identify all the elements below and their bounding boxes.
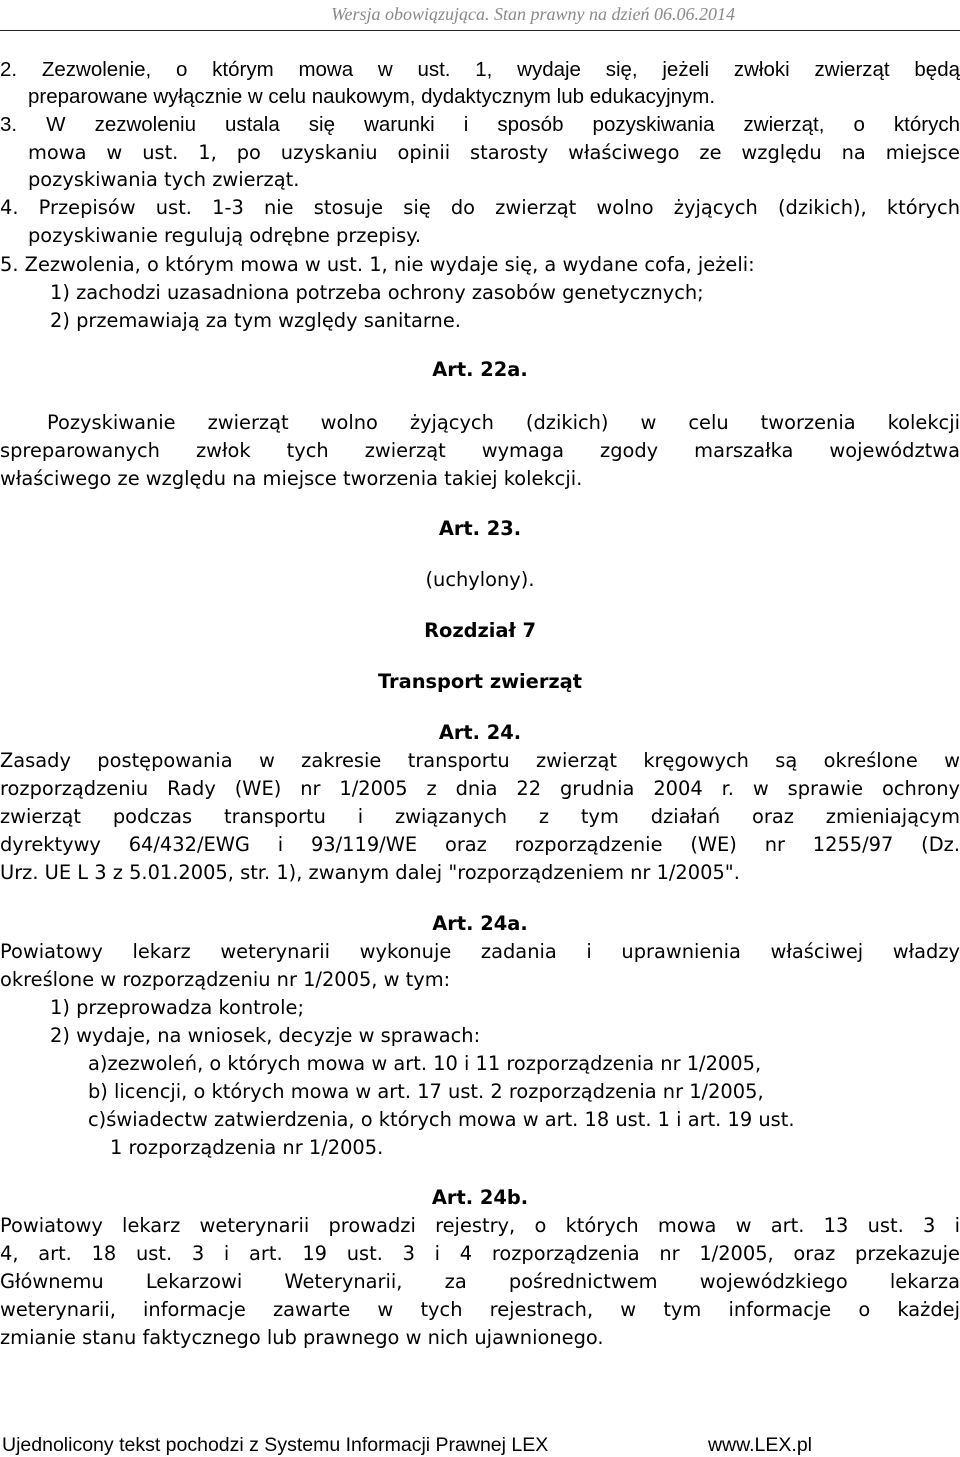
paragraph-line: pozyskiwania tych zwierząt. xyxy=(28,168,300,191)
paragraph-line: zwierząt podczas transportu i związanych z tym działań oraz zmieniającym xyxy=(0,805,960,828)
paragraph-line: 5. Zezwolenia, o którym mowa w ust. 1, nie wydaje się, a wydane cofa, jeżeli: xyxy=(0,253,755,276)
article-heading: Art. 23. xyxy=(438,517,522,540)
paragraph-line: Głównemu Lekarzowi Weterynarii, za pośrednictwem wojewódzkiego lekarza xyxy=(0,1270,960,1293)
paragraph-line: właściwego ze względu na miejsce tworzenia takiej kolekcji. xyxy=(0,467,583,490)
list-item: 1) zachodzi uzasadniona potrzeba ochrony zasobów genetycznych; xyxy=(50,281,704,304)
paragraph-line: 4. Przepisów ust. 1-3 nie stosuje się do zwierząt wolno żyjących (dzikich), których xyxy=(0,196,960,219)
footer-link[interactable]: www.LEX.pl xyxy=(707,1434,812,1456)
paragraph-line: 2. Zezwolenie, o którym mowa w ust. 1, wydaje się, jeżeli zwłoki zwierząt będą xyxy=(0,58,960,81)
paragraph-line: 3. W zezwoleniu ustala się warunki i sposób pozyskiwania zwierząt, o których xyxy=(0,113,960,136)
page-footer xyxy=(0,1433,960,1457)
article-heading: Art. 24b. xyxy=(431,1186,529,1209)
paragraph-line: preparowane wyłącznie w celu naukowym, dydaktycznym lub edukacyjnym. xyxy=(28,85,716,108)
article-heading: Art. 24. xyxy=(438,721,522,744)
paragraph-line: Powiatowy lekarz weterynarii prowadzi rejestry, o których mowa w art. 13 ust. 3 i xyxy=(0,1214,960,1237)
paragraph-line: mowa w ust. 1, po uzyskaniu opinii starosty właściwego ze względu na miejsce xyxy=(28,141,960,164)
paragraph-line: rozporządzeniu Rady (WE) nr 1/2005 z dnia 22 grudnia 2004 r. w sprawie ochrony xyxy=(0,777,960,800)
chapter-title: Transport zwierząt xyxy=(377,670,583,693)
paragraph-line: pozyskiwanie regulują odrębne przepisy. xyxy=(28,224,422,247)
paragraph-line: Pozyskiwanie zwierząt wolno żyjących (dzikich) w celu tworzenia kolekcji xyxy=(47,411,960,434)
footer-source-text: Ujednolicony tekst pochodzi z Systemu Informacji Prawnej LEX xyxy=(2,1434,549,1456)
sub-list-item: 1 rozporządzenia nr 1/2005. xyxy=(110,1136,384,1159)
paragraph-line: Powiatowy lekarz weterynarii wykonuje zadania i uprawnienia właściwej władzy xyxy=(0,940,960,963)
version-header: Wersja obowiązująca. Stan prawny na dzień 06.06.2014 xyxy=(331,4,735,24)
paragraph-line: zmianie stanu faktycznego lub prawnego w nich ujawnionego. xyxy=(0,1326,604,1349)
paragraph-line: określone w rozporządzeniu nr 1/2005, w tym: xyxy=(0,968,451,991)
article-heading: Art. 22a. xyxy=(432,358,528,381)
paragraph-line: Zasady postępowania w zakresie transportu zwierząt kręgowych są określone w xyxy=(0,749,960,772)
repealed-note: (uchylony). xyxy=(425,568,535,591)
chapter-heading: Rozdział 7 xyxy=(424,619,536,642)
sub-list-item: a)zezwoleń, o których mowa w art. 10 i 11 rozporządzenia nr 1/2005, xyxy=(88,1052,762,1075)
header-rule xyxy=(0,30,960,31)
list-item: 1) przeprowadza kontrole; xyxy=(50,996,304,1019)
paragraph-line: 4, art. 18 ust. 3 i art. 19 ust. 3 i 4 rozporządzenia nr 1/2005, oraz przekazuje xyxy=(0,1242,960,1265)
article-heading: Art. 24a. xyxy=(432,912,528,935)
paragraph-line: dyrektywy 64/432/EWG i 93/119/WE oraz rozporządzenie (WE) nr 1255/97 (Dz. xyxy=(0,833,960,856)
list-item: 2) wydaje, na wniosek, decyzje w sprawach: xyxy=(50,1024,481,1047)
sub-list-item: b) licencji, o których mowa w art. 17 ust. 2 rozporządzenia nr 1/2005, xyxy=(88,1080,764,1103)
sub-list-item: c)świadectw zatwierdzenia, o których mowa w art. 18 ust. 1 i art. 19 ust. xyxy=(88,1108,795,1131)
paragraph-line: Urz. UE L 3 z 5.01.2005, str. 1), zwanym dalej "rozporządzeniem nr 1/2005". xyxy=(0,861,740,884)
list-item: 2) przemawiają za tym względy sanitarne. xyxy=(50,309,461,332)
paragraph-line: spreparowanych zwłok tych zwierząt wymaga zgody marszałka województwa xyxy=(0,439,960,462)
paragraph-line: weterynarii, informacje zawarte w tych rejestrach, w tym informacje o każdej xyxy=(0,1298,960,1321)
